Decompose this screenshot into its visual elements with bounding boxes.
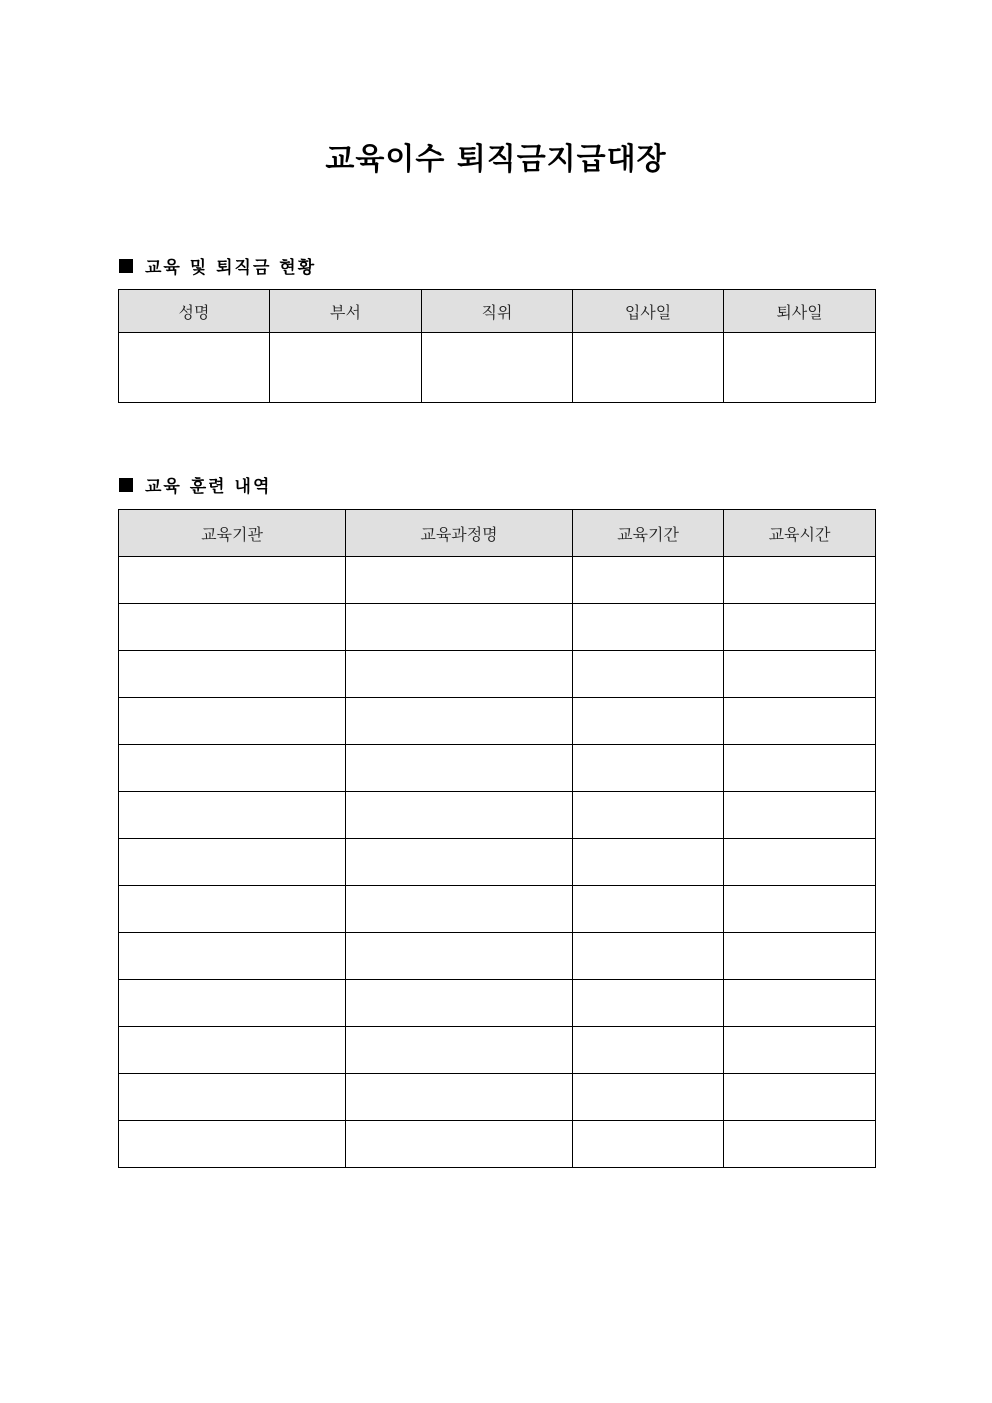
cell-course-name[interactable] (346, 792, 573, 839)
cell-hours[interactable] (724, 839, 876, 886)
table-row (119, 333, 876, 403)
table-row (119, 1027, 876, 1074)
table-row (119, 886, 876, 933)
cell-hours[interactable] (724, 792, 876, 839)
section-heading-training (119, 472, 271, 497)
cell-hours[interactable] (724, 1121, 876, 1168)
cell-hours[interactable] (724, 557, 876, 604)
cell-position[interactable] (422, 333, 573, 403)
cell-period[interactable] (573, 933, 724, 980)
training-table (118, 509, 876, 1168)
status-table (118, 289, 876, 403)
cell-hire-date[interactable] (573, 333, 724, 403)
cell-institution[interactable] (119, 792, 346, 839)
table-row (119, 651, 876, 698)
column-header-leave-date: 퇴사일 (724, 290, 876, 333)
column-header-hire-date: 입사일 (573, 290, 724, 333)
table-header-row (119, 290, 876, 333)
table-row (119, 745, 876, 792)
cell-institution[interactable] (119, 886, 346, 933)
cell-leave-date[interactable] (724, 333, 876, 403)
table-row (119, 792, 876, 839)
training-table-body (119, 557, 876, 1168)
cell-course-name[interactable] (346, 651, 573, 698)
column-header-period: 교육기간 (573, 510, 724, 557)
table-row (119, 557, 876, 604)
cell-course-name[interactable] (346, 557, 573, 604)
table-row (119, 604, 876, 651)
cell-institution[interactable] (119, 1027, 346, 1074)
cell-course-name[interactable] (346, 933, 573, 980)
square-bullet-icon (119, 478, 133, 492)
section-heading-label: 교육 훈련 내역 (145, 477, 272, 497)
table-row (119, 933, 876, 980)
cell-hours[interactable] (724, 604, 876, 651)
table-header-row (119, 510, 876, 557)
cell-hours[interactable] (724, 980, 876, 1027)
column-header-hours: 교육시간 (724, 510, 876, 557)
cell-period[interactable] (573, 651, 724, 698)
cell-course-name[interactable] (346, 980, 573, 1027)
cell-institution[interactable] (119, 980, 346, 1027)
page-title: 교육이수 퇴직금지급대장 (325, 142, 667, 177)
cell-course-name[interactable] (346, 1121, 573, 1168)
table-row (119, 839, 876, 886)
cell-course-name[interactable] (346, 698, 573, 745)
table-row (119, 698, 876, 745)
cell-institution[interactable] (119, 1074, 346, 1121)
cell-hours[interactable] (724, 933, 876, 980)
cell-institution[interactable] (119, 651, 346, 698)
section-heading-label: 교육 및 퇴직금 현황 (145, 258, 317, 278)
cell-course-name[interactable] (346, 604, 573, 651)
table-row (119, 1074, 876, 1121)
cell-institution[interactable] (119, 839, 346, 886)
cell-hours[interactable] (724, 886, 876, 933)
cell-institution[interactable] (119, 933, 346, 980)
cell-course-name[interactable] (346, 839, 573, 886)
cell-institution[interactable] (119, 1121, 346, 1168)
column-header-position: 직위 (422, 290, 573, 333)
cell-course-name[interactable] (346, 886, 573, 933)
cell-course-name[interactable] (346, 1027, 573, 1074)
cell-institution[interactable] (119, 557, 346, 604)
cell-period[interactable] (573, 792, 724, 839)
section-heading-status (119, 253, 316, 278)
column-header-institution: 교육기관 (119, 510, 346, 557)
cell-department[interactable] (270, 333, 422, 403)
cell-institution[interactable] (119, 745, 346, 792)
column-header-name: 성명 (119, 290, 270, 333)
cell-period[interactable] (573, 1027, 724, 1074)
table-row (119, 980, 876, 1027)
cell-name[interactable] (119, 333, 270, 403)
cell-course-name[interactable] (346, 1074, 573, 1121)
cell-period[interactable] (573, 1074, 724, 1121)
cell-hours[interactable] (724, 745, 876, 792)
cell-period[interactable] (573, 604, 724, 651)
cell-period[interactable] (573, 745, 724, 792)
cell-hours[interactable] (724, 1027, 876, 1074)
column-header-department: 부서 (270, 290, 422, 333)
column-header-course-name: 교육과정명 (346, 510, 573, 557)
square-bullet-icon (119, 259, 133, 273)
cell-period[interactable] (573, 1121, 724, 1168)
cell-institution[interactable] (119, 698, 346, 745)
cell-institution[interactable] (119, 604, 346, 651)
cell-course-name[interactable] (346, 745, 573, 792)
cell-period[interactable] (573, 839, 724, 886)
cell-hours[interactable] (724, 651, 876, 698)
cell-period[interactable] (573, 698, 724, 745)
cell-period[interactable] (573, 557, 724, 604)
cell-period[interactable] (573, 980, 724, 1027)
cell-period[interactable] (573, 886, 724, 933)
cell-hours[interactable] (724, 698, 876, 745)
cell-hours[interactable] (724, 1074, 876, 1121)
table-row (119, 1121, 876, 1168)
